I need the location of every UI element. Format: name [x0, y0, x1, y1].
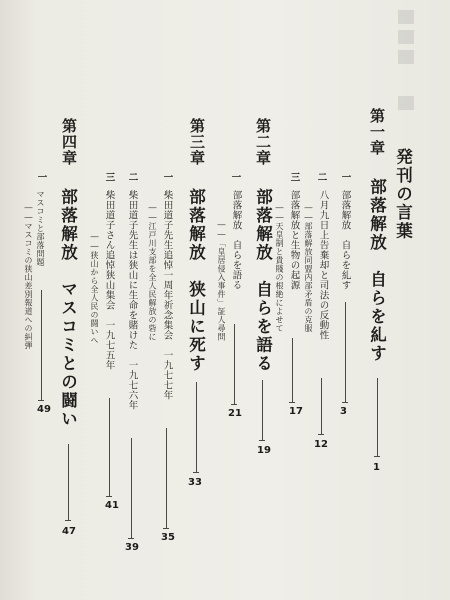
section-3-3-title[interactable]: 柴田道子さん追悼狭山集会 一九七五年: [103, 190, 115, 370]
section-3-1-subtitle: ――江戸川支部を全人民解放の砦に: [148, 203, 157, 341]
chapter-4-title[interactable]: 部落解放 マスコミとの闘い: [58, 188, 78, 429]
section-2-1-title[interactable]: 部落解放 自らを語る: [230, 190, 242, 290]
chapter-1-title[interactable]: 部落解放 自らを糺す: [367, 178, 387, 363]
chapter-2-leader: [262, 380, 263, 440]
section-1-3-leader-end: [289, 402, 295, 403]
section-4-1-leader: [41, 290, 42, 400]
section-3-2-page: 39: [125, 542, 139, 553]
section-1-3-title[interactable]: 部落解放と生物の起源: [288, 190, 300, 290]
section-4-1-number: 一: [35, 172, 47, 182]
section-1-1-page: 3: [340, 406, 347, 417]
section-3-2-leader: [131, 438, 132, 538]
section-4-1-title[interactable]: マスコミと部落問題: [36, 190, 45, 267]
chapter-2-title[interactable]: 部落解放 自らを語る: [253, 188, 273, 373]
section-3-2-title[interactable]: 柴田道子先生は狭山に生命を賭けた 一九七六年: [126, 190, 138, 410]
chapter-1-label: 第一章: [368, 108, 386, 156]
section-2-1-subtitle: ――「皇居侵入事件」証人尋問: [217, 220, 226, 341]
section-3-3-leader: [109, 398, 110, 496]
chapter-1-leader-end: [374, 456, 380, 457]
section-1-2-title[interactable]: 八月九日上告棄却と司法の反動性: [317, 190, 329, 340]
chapter-1-page: 1: [373, 462, 380, 473]
section-4-1-subtitle: ――マスコミの狭山差別報道への糾弾: [24, 203, 33, 350]
section-3-3-page: 41: [105, 500, 119, 511]
section-1-3-leader: [292, 338, 293, 402]
section-3-2-number: 二: [126, 172, 138, 182]
section-3-3-subtitle: ――狭山から全人民の闘いへ: [90, 232, 99, 345]
section-3-2-leader-end: [128, 538, 134, 539]
chapter-4-leader: [68, 444, 69, 520]
section-1-3-page: 17: [289, 406, 303, 417]
section-1-2-subtitle: ――部落解放同盟内部矛盾の克服: [304, 203, 313, 333]
section-1-1-title[interactable]: 部落解放 自らを糺す: [339, 190, 351, 290]
chapter-3-label: 第三章: [188, 118, 206, 166]
section-2-1-number: 一: [229, 172, 241, 182]
section-2-1-page: 21: [228, 408, 242, 419]
chapter-3-title[interactable]: 部落解放 狭山に死す: [186, 188, 206, 373]
section-1-3-subtitle: ――天皇制と貴賤の根絶によせて: [275, 203, 284, 333]
section-1-2-page: 12: [314, 439, 328, 450]
show-through-text: [392, 6, 422, 126]
section-4-1-leader-end: [38, 400, 44, 401]
section-3-1-leader: [166, 428, 167, 528]
chapter-4-label: 第四章: [60, 118, 78, 166]
section-1-1-leader-end: [342, 402, 348, 403]
section-1-3-number: 三: [288, 172, 300, 182]
section-1-2-leader: [321, 378, 322, 434]
chapter-1-leader: [377, 378, 378, 456]
chapter-2-page: 19: [257, 445, 271, 456]
section-1-2-leader-end: [318, 434, 324, 435]
chapter-2-leader-end: [259, 440, 265, 441]
chapter-2-label: 第二章: [254, 118, 272, 166]
preface-title[interactable]: 発刊の言葉: [393, 148, 413, 241]
section-3-1-page: 35: [161, 532, 175, 543]
section-2-1-leader-end: [231, 404, 237, 405]
chapter-3-leader: [196, 382, 197, 472]
section-3-3-leader-end: [106, 496, 112, 497]
section-1-1-leader: [345, 302, 346, 402]
section-3-1-leader-end: [163, 528, 169, 529]
section-1-1-number: 一: [339, 172, 351, 182]
section-3-3-number: 三: [103, 172, 115, 182]
chapter-4-page: 47: [62, 526, 76, 537]
section-4-1-page: 49: [37, 404, 51, 415]
chapter-3-page: 33: [188, 477, 202, 488]
section-3-1-title[interactable]: 柴田道子先生追悼一周年祈念集会 一九七七年: [161, 190, 173, 400]
section-1-2-number: 二: [315, 172, 327, 182]
section-3-1-number: 一: [161, 172, 173, 182]
chapter-3-leader-end: [193, 472, 199, 473]
chapter-4-leader-end: [65, 520, 71, 521]
section-2-1-leader: [234, 324, 235, 404]
